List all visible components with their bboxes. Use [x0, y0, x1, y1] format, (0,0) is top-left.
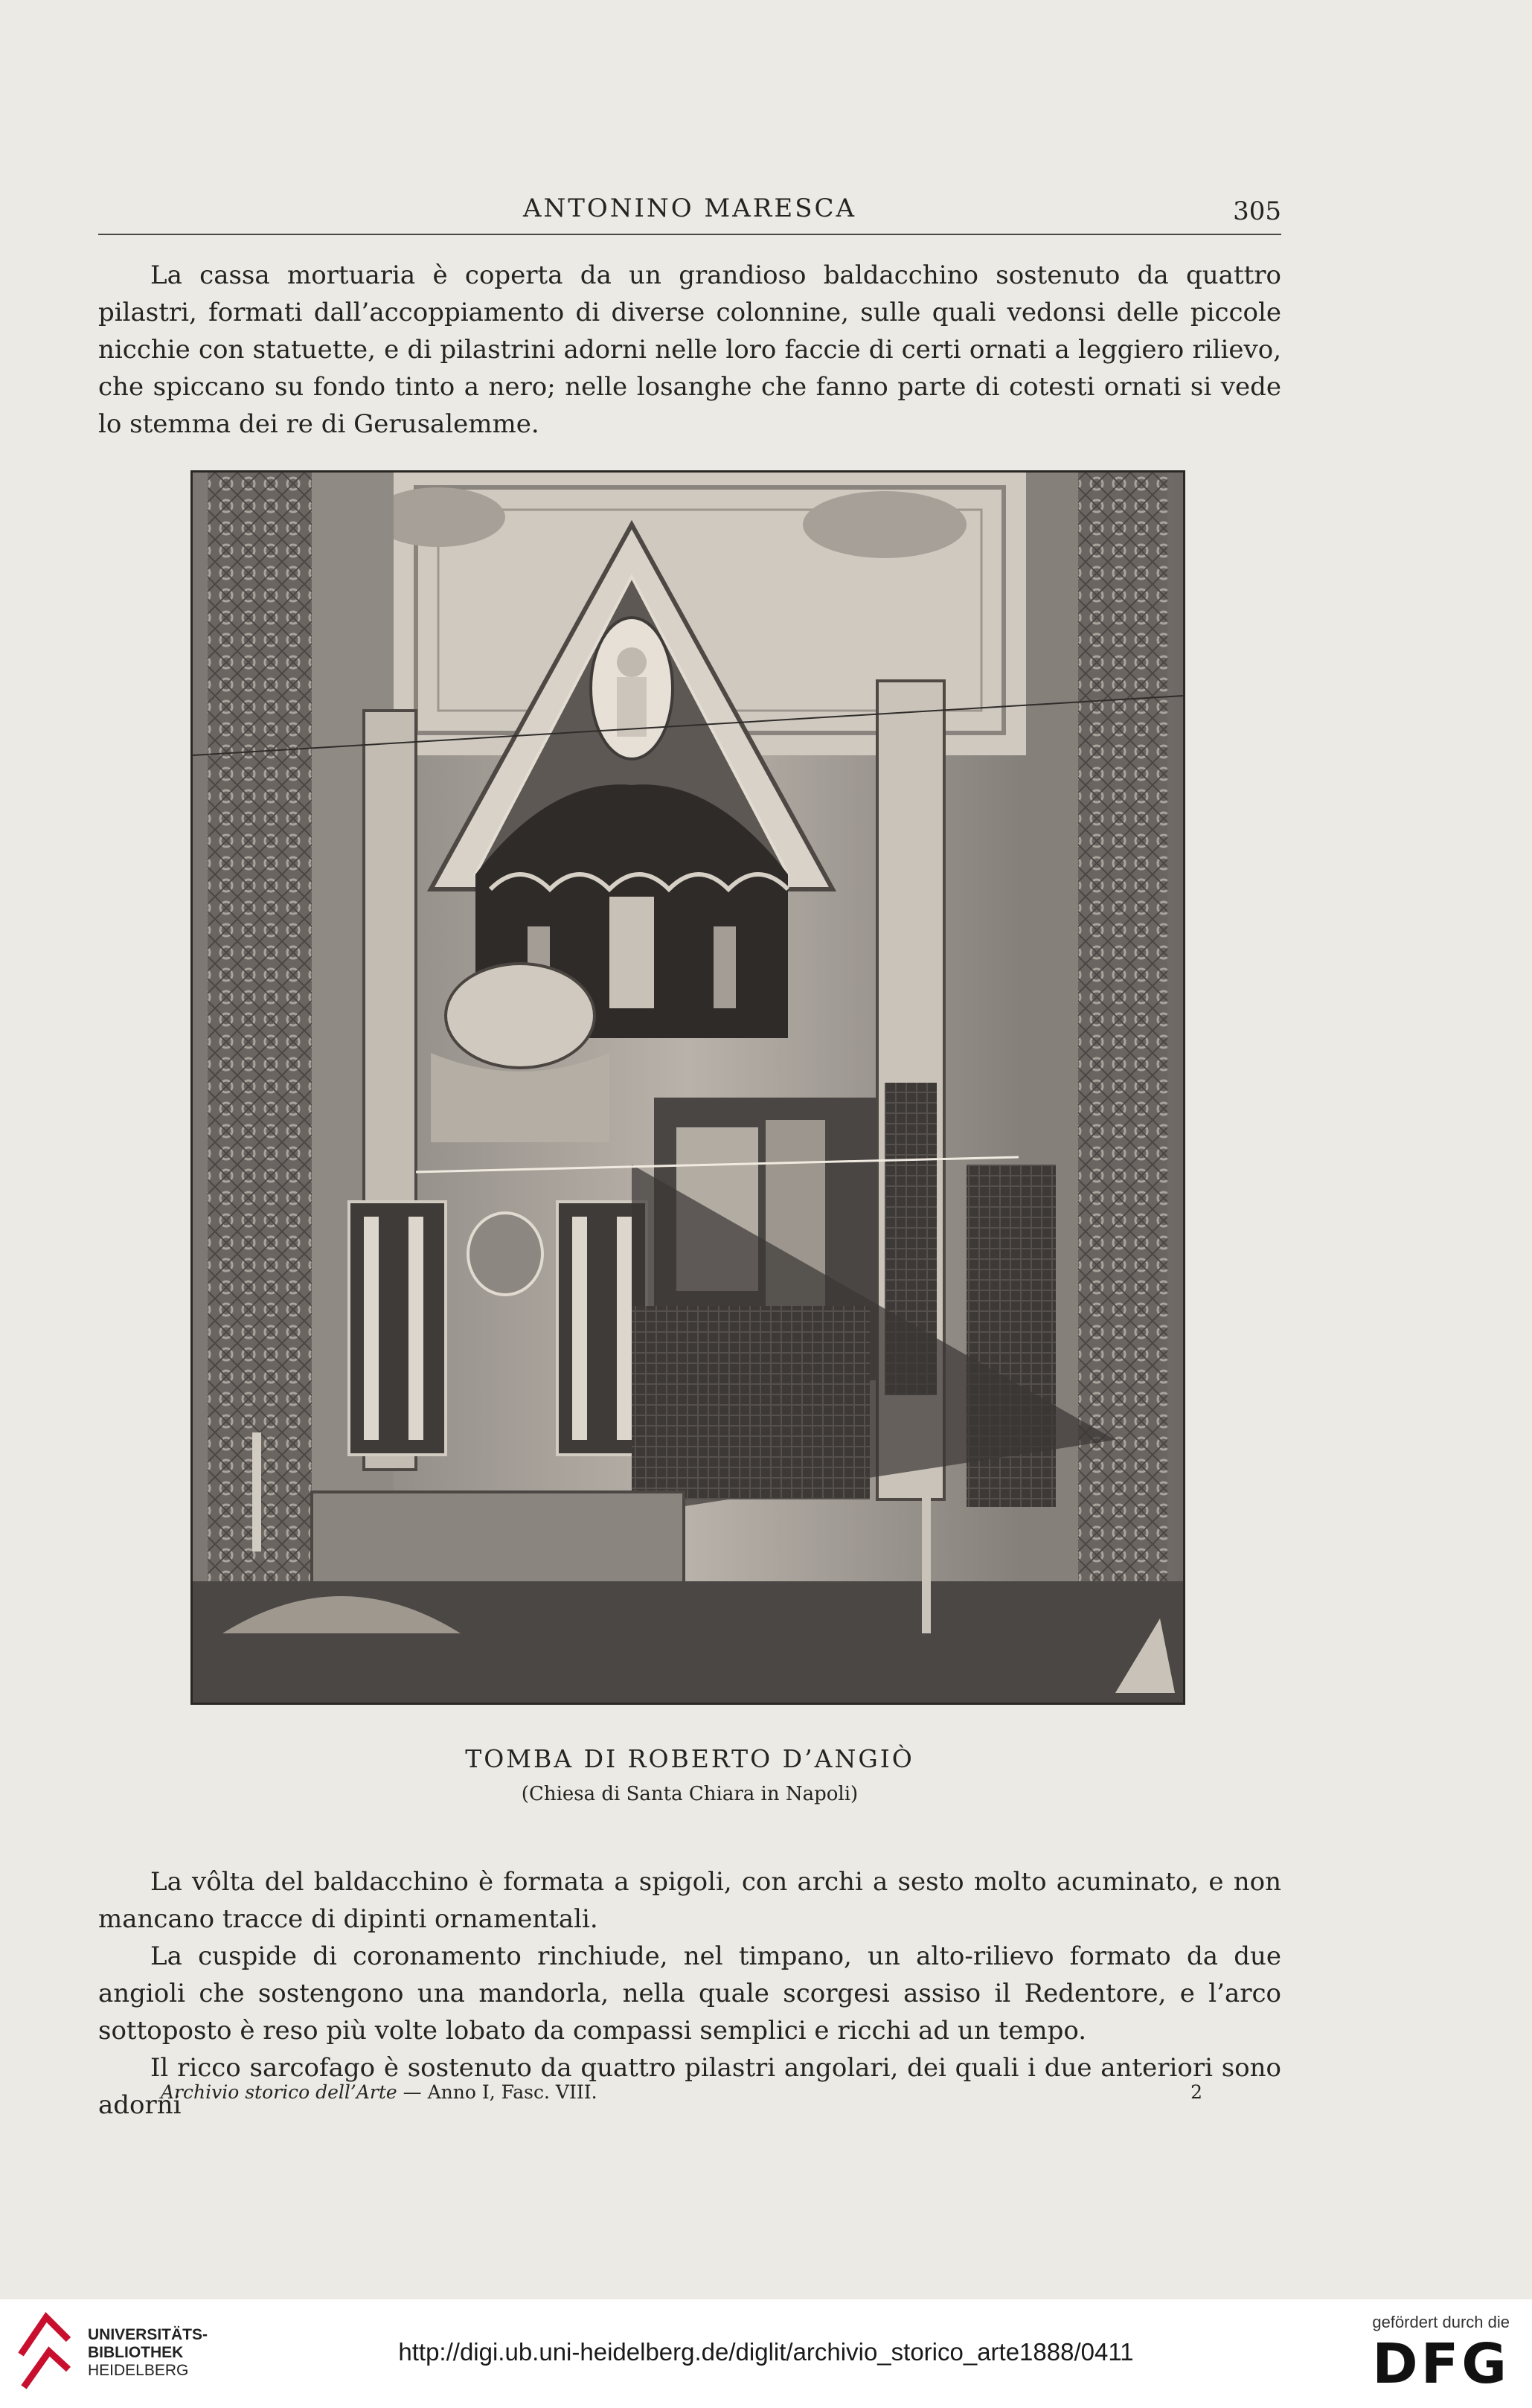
library-line-1: UNIVERSITÄTS- — [88, 2326, 208, 2343]
running-title: ANTONINO MARESCA — [522, 193, 857, 223]
permalink-url[interactable]: http://digi.ub.uni-heidelberg.de/diglit/archivio_storico_arte1888/0411 — [398, 2338, 1134, 2366]
paragraph-4: Il ricco sarcofago è sostenuto da quattro pilastri angolari, dei quali i due anteriori sono adorni — [98, 2053, 1281, 2120]
funding-label: gefördert durch die — [1372, 2313, 1510, 2331]
page-number: 305 — [1233, 196, 1281, 226]
dfg-logo[interactable]: DFG — [1372, 2332, 1510, 2396]
paragraph-1: La cassa mortuaria è coperta da un grandioso baldacchino sostenuto da quattro pilastri, formati dall’accoppiamento di diverse colonnine, sulle quali vedonsi delle piccole nicchie con statuette, e di pilastrini adorni nelle loro faccie di certi ornati a leggiero rilievo, che spiccano su fondo tinto a nero; nelle losanghe che fanno parte di cotesti ornati si vede lo stemma dei re di Gerusalemme. — [98, 260, 1281, 439]
paragraph-3: La cuspide di coronamento rinchiude, nel timpano, un alto-rilievo formato da due angioli che sostengono una mandorla, nella quale scorgesi assiso il Redentore, e l’arco sottoposto è reso più volte lobato da compassi semplici e ricchi ad un tempo. — [98, 1941, 1281, 2046]
figure-caption-subtitle: (Chiesa di Santa Chiara in Napoli) — [521, 1783, 859, 1805]
page-footer — [161, 2081, 1202, 2103]
paragraph-2: La vôlta del baldacchino è formata a spigoli, con archi a sesto molto acuminato, e non mancano tracce di dipinti ornamentali. — [98, 1867, 1281, 1934]
tomb-photograph — [190, 470, 1185, 1705]
signature-mark: 2 — [1190, 2081, 1202, 2103]
journal-issue: — Anno I, Fasc. VIII. — [397, 2081, 597, 2103]
viewer-bar — [0, 2299, 1532, 2408]
figure-caption-title: TOMBA DI ROBERTO D’ANGIÒ — [465, 1744, 914, 1773]
journal-title: Archivio storico dell’Arte — [161, 2081, 397, 2103]
library-line-2: BIBLIOTHEK — [88, 2344, 184, 2361]
library-line-3: HEIDELBERG — [88, 2362, 189, 2379]
tomb-illustration — [193, 473, 1183, 1703]
page-header — [98, 189, 1281, 235]
